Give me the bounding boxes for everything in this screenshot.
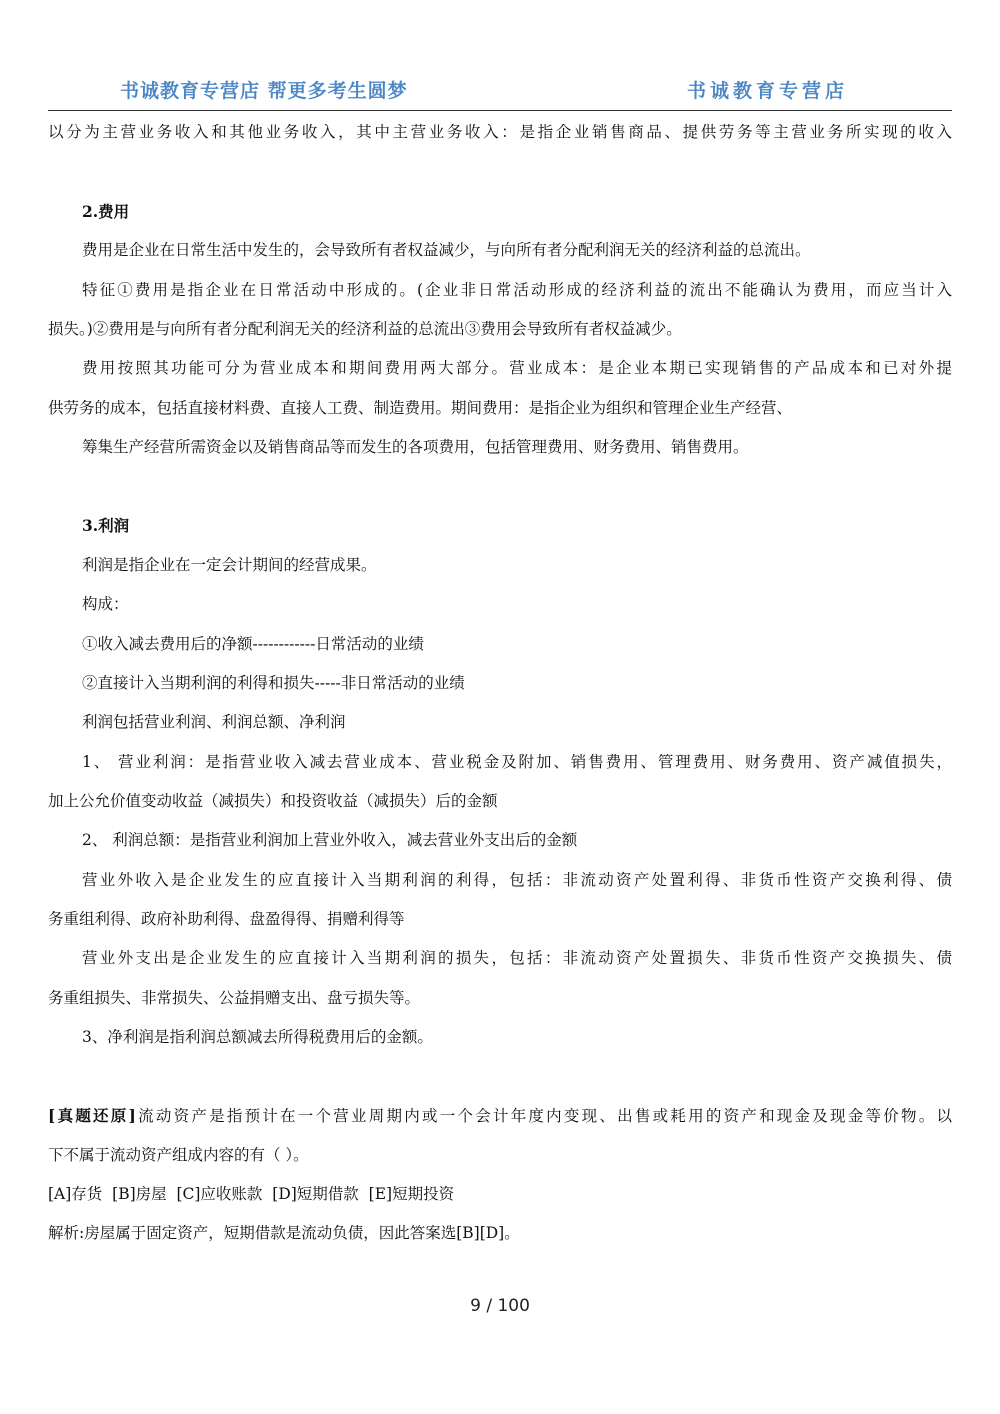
paragraph-line: 费用按照其功能可分为营业成本和期间费用两大部分。营业成本：是企业本期已实现销售的产品成本和已对外提 (82, 359, 952, 377)
question-line-2: 下不属于流动资产组成内容的有（ ）。 (48, 1146, 309, 1164)
paragraph-line: ②直接计入当期利润的利得和损失-----非日常活动的业绩 (82, 674, 465, 692)
paragraph-line: 3、净利润是指利润总额减去所得税费用后的金额。 (82, 1028, 433, 1046)
section-heading-profit: 3.利润 (82, 516, 130, 535)
paragraph-line: 务重组利得、政府补助利得、盘盈得得、捐赠利得等 (48, 910, 405, 928)
paragraph-line: ①收入减去费用后的净额------------日常活动的业绩 (82, 635, 424, 653)
question-analysis: 解析:房屋属于固定资产，短期借款是流动负债，因此答案选[B][D]。 (48, 1224, 520, 1242)
paragraph-line: 利润包括营业利润、利润总额、净利润 (82, 713, 346, 731)
page-number: 9 / 100 (470, 1296, 530, 1316)
paragraph-line: 1、 营业利润：是指营业收入减去营业成本、营业税金及附加、销售费用、管理费用、财务费用、资产减值损失， (82, 753, 952, 771)
paragraph-line: 加上公允价值变动收益（减损失）和投资收益（减损失）后的金额 (48, 792, 498, 810)
page-header (48, 70, 952, 111)
paragraph-line: 利润是指企业在一定会计期间的经营成果。 (82, 556, 377, 574)
paragraph-line: 营业外收入是企业发生的应直接计入当期利润的利得，包括：非流动资产处置利得、非货币性资产交换利得、债 (82, 871, 952, 889)
paragraph-line: 以分为主营业务收入和其他业务收入，其中主营业务收入：是指企业销售商品、提供劳务等主营业务所实现的收入 (48, 123, 952, 141)
paragraph-line: 供劳务的成本，包括直接材料费、直接人工费、制造费用。期间费用：是指企业为组织和管理企业生产经营、 (48, 399, 793, 417)
header-left-text: 书诚教育专营店 帮更多考生圆梦 (120, 80, 408, 102)
paragraph-line: 营业外支出是企业发生的应直接计入当期利润的损失，包括：非流动资产处置损失、非货币性资产交换损失、债 (82, 949, 952, 967)
paragraph-line: 费用是企业在日常生活中发生的，会导致所有者权益减少，与向所有者分配利润无关的经济利益的总流出。 (82, 241, 811, 259)
question-tag: [真题还原] (48, 1106, 136, 1125)
section-heading-expenses: 2.费用 (82, 202, 130, 221)
question-line (48, 1104, 952, 1128)
paragraph-line: 筹集生产经营所需资金以及销售商品等而发生的各项费用，包括管理费用、财务费用、销售费用。 (82, 438, 749, 456)
question-options: [A]存货 [B]房屋 [C]应收账款 [D]短期借款 [E]短期投资 (48, 1185, 455, 1203)
paragraph-line: 特征①费用是指企业在日常活动中形成的。(企业非日常活动形成的经济利益的流出不能确认为费用，而应当计入 (82, 281, 952, 299)
paragraph-line: 务重组损失、非常损失、公益捐赠支出、盘亏损失等。 (48, 989, 421, 1007)
header-right-text: 书诚教育专营店 (686, 80, 848, 102)
paragraph-line: 构成： (82, 595, 129, 613)
paragraph-line: 损失。)②费用是与向所有者分配利润无关的经济利益的总流出③费用会导致所有者权益减少。 (48, 320, 682, 338)
paragraph-line: 2、 利润总额：是指营业利润加上营业外收入，减去营业外支出后的金额 (82, 831, 578, 849)
question-text: 流动资产是指预计在一个营业周期内或一个会计年度内变现、出售或耗用的资产和现金及现金等价物。以 (135, 1107, 952, 1125)
